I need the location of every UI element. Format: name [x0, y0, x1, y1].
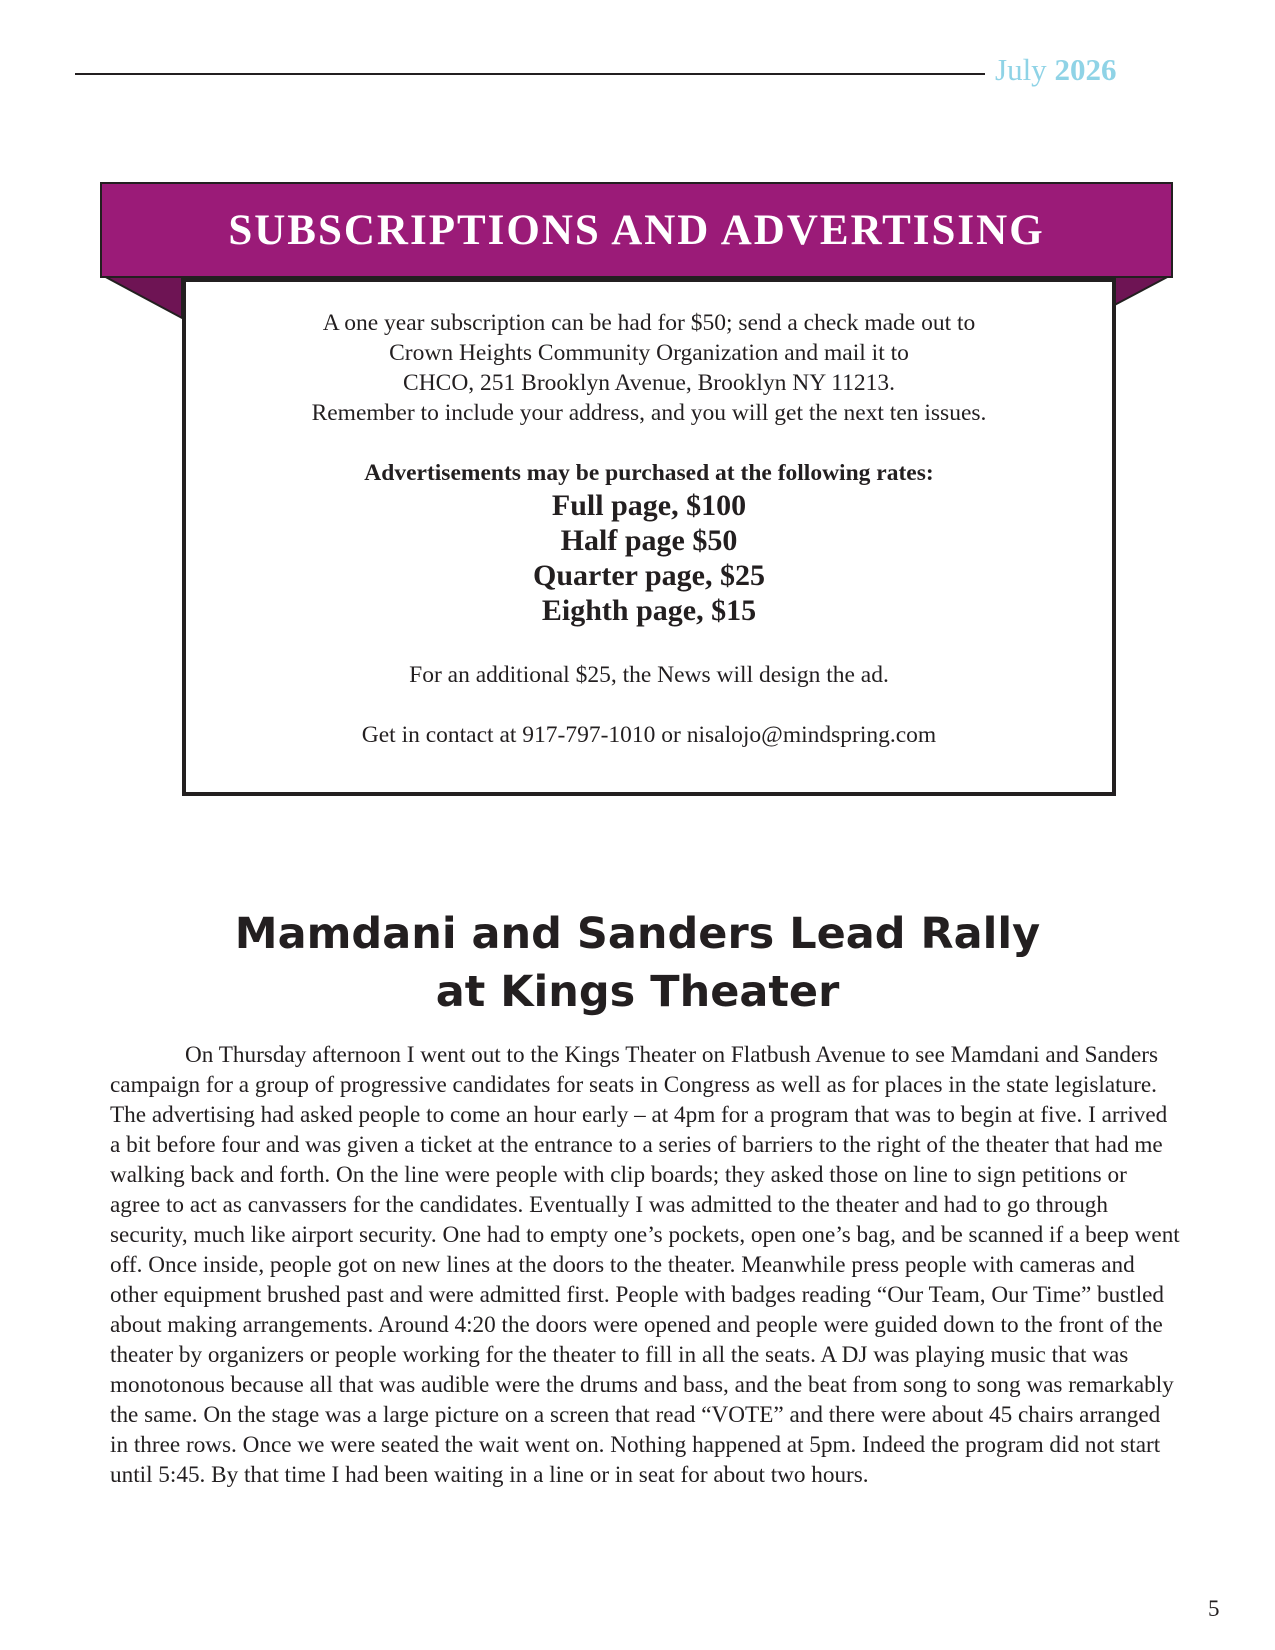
rates-heading: Advertisements may be purchased at the following rates:: [364, 460, 934, 486]
article-title-line: Mamdani and Sanders Lead Rally: [234, 909, 1041, 959]
subscriptions-box: [182, 278, 1116, 796]
subscriptions-title: SUBSCRIPTIONS AND ADVERTISING: [228, 206, 1045, 254]
contact-line: Get in contact at 917-797-1010 or nisalojo@mindspring.com: [361, 722, 937, 748]
subscription-line: A one year subscription can be had for $50; send a check made out to: [322, 310, 976, 336]
rate-list: [186, 488, 1112, 628]
issue-month: July: [995, 52, 1047, 87]
subscription-info: [186, 308, 1112, 428]
rate-quarter-page: Quarter page, $25: [533, 559, 765, 592]
issue-year: 2026: [1054, 52, 1117, 87]
subscription-line: Remember to include your address, and you will get the next ten issues.: [311, 400, 987, 426]
article-body: [110, 1040, 1180, 1490]
header-rule: [75, 73, 985, 75]
subscription-line: CHCO, 251 Brooklyn Avenue, Brooklyn NY 11213.: [403, 370, 895, 396]
article-title: [0, 905, 1275, 1021]
subscriptions-banner: [100, 182, 1173, 278]
design-note: For an additional $25, the News will design the ad.: [409, 662, 889, 688]
rate-full-page: Full page, $100: [551, 489, 747, 522]
rate-half-page: Half page $50: [560, 524, 738, 557]
article-title-line: at Kings Theater: [435, 967, 840, 1017]
page-number: 5: [1208, 1596, 1220, 1621]
banner-fold-left: [100, 274, 182, 318]
article-paragraph: On Thursday afternoon I went out to the Kings Theater on Flatbush Avenue to see Mamdani and Sanders campaign for a group of progressive candidates for seats in Congress as well as for places in the state legislature. The advertising had asked people to come an hour early – at 4pm for a program that was to begin at five. I arrived a bit before four and was given a ticket at the entrance to a series of barriers to the right of the theater that had me walking back and forth. On the line were people with clip boards; they asked those on line to sign petitions or agree to act as canvassers for the candidates. Eventually I was admitted to the theater and had to go through security, much like airport security. One had to empty one’s pockets, open one’s bag, and be scanned if a beep went off. Once inside, people got on new lines at the doors to the theater. Meanwhile press people with cameras and other equipment brushed past and were admitted first. People with badges reading “Our Team, Our Time” bustled about making arrangements. Around 4:20 the doors were opened and people were guided down to the front of the theater by organizers or people working for the theater to fill in all the seats. A DJ was playing music that was monotonous because all that was audible were the drums and bass, and the beat from song to song was remarkably the same. On the stage was a large picture on a screen that read “VOTE” and there were about 45 chairs arranged in three rows. Once we were seated the wait went on. Nothing happened at 5pm. Indeed the program did not start until 5:45. By that time I had been waiting in a line or in seat for about two hours.: [110, 1042, 1180, 1488]
rate-eighth-page: Eighth page, $15: [541, 594, 757, 627]
subscription-line: Crown Heights Community Organization and mail it to: [389, 340, 909, 366]
issue-date: [995, 52, 1116, 88]
